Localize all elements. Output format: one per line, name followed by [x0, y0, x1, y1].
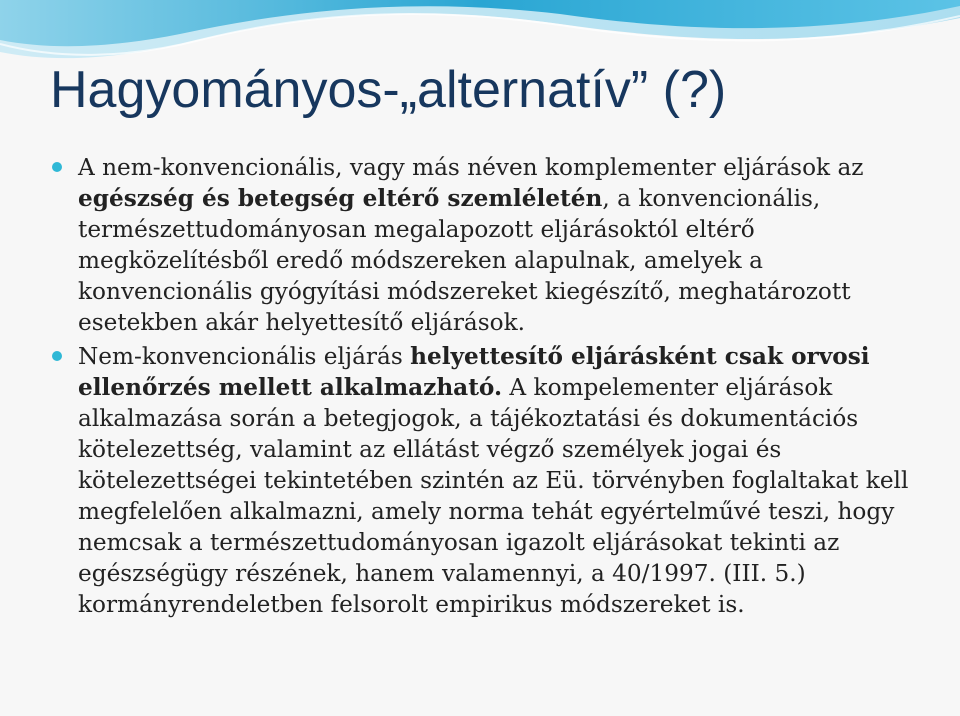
bullet-text-emphasis: egészség és betegség eltérő szemléletén [78, 185, 603, 212]
bullet-text-run: A nem-konvencionális, vagy más néven komplementer eljárások az [78, 154, 864, 181]
bullet-text-run: A kompelementer eljárások alkalmazása során a betegjogok, a tájékoztatási és dokumentációs kötelezettség, valamint az ellátást végző személyek jogai és kötelezettségei tekintetében szintén az Eü. törvényben foglaltakat kell megfelelően alkalmazni, amely norma tehát egyértelművé teszi, hogy nemcsak a természettudományosan igazolt eljárásokat tekinti az egészségügy részének, hanem valamennyi, a 40/1997. (III. 5.) kormányrendeletben felsorolt empirikus módszereket is. [78, 374, 909, 618]
bullet-dot-icon [52, 351, 62, 361]
bullet-item-2 [52, 341, 912, 620]
bullet-dot-icon [52, 162, 62, 172]
slide-title: Hagyományos-„alternatív” (?) [50, 61, 727, 119]
bullet-list [52, 152, 912, 623]
bullet-text-run: Nem-konvencionális eljárás [78, 343, 411, 370]
bullet-text-run: , a konvencionális, természettudományosan megalapozott eljárásoktól eltérő megközelítésből eredő módszereken alapulnak, amelyek a konvencionális gyógyítási módszereket kiegészítő, meghatározott esetekben akár helyettesítő eljárások. [78, 185, 851, 336]
bullet-text [78, 343, 908, 618]
bullet-text-emphasis: helyettesítő eljárásként csak orvosi ellenőrzés mellett alkalmazható. [78, 343, 870, 401]
bullet-item-1 [52, 152, 912, 338]
bullet-text [78, 154, 864, 336]
